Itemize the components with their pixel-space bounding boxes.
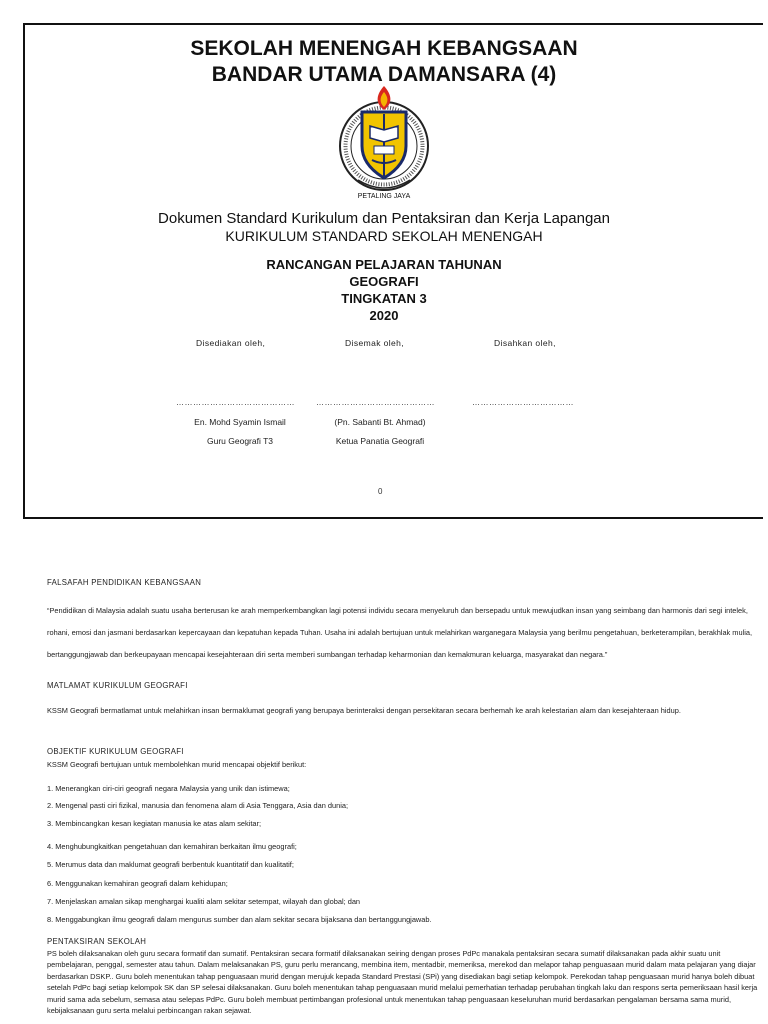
school-crest-logo	[332, 84, 436, 204]
objective-item: 6. Menggunakan kemahiran geografi dalam kehidupan;	[47, 879, 228, 888]
school-name-line-1: SEKOLAH MENENGAH KEBANGSAAN	[190, 37, 578, 60]
objective-item: 3. Membincangkan kesan kegiatan manusia ke atas alam sekitar;	[47, 819, 262, 828]
objective-item: 4. Menghubungkaitkan pengetahuan dan kemahiran berkaitan ilmu geografi;	[47, 842, 297, 851]
prepared-by-label: Disediakan oleh,	[196, 338, 266, 348]
objektif-intro: KSSM Geografi bertujuan untuk membolehkan murid mencapai objektif berikut:	[47, 760, 307, 769]
signature-line-prepared: ……………………………………	[176, 398, 295, 407]
falsafah-text: “Pendidikan di Malaysia adalah suatu usaha berterusan ke arah memperkembangkan lagi potensi individu secara menyeluruh dan bersepadu untuk mewujudkan insan yang seimbang dan harmonis dari segi intelek, rohani, emosi dan jasmani berdasarkan kepercayaan dan kepatuhan kepada Tuhan. Usaha ini adalah bertujuan untuk melahirkan warganegara Malaysia yang berilmu pengetahuan, berketerampilan, berakhlak mulia, bertanggungjawab dan berkeupayaan mencapai kesejahteraan diri serta memberi sumbangan terhadap keharmonian dan kemakmuran keluarga, masyarakat dan negara.”	[47, 606, 753, 659]
school-name-line-2: BANDAR UTAMA DAMANSARA (4)	[211, 63, 557, 86]
objective-item: 2. Mengenal pasti ciri fizikal, manusia dan fenomena alam di Asia Tenggara, Asia dan dunia;	[47, 801, 349, 810]
pentaksiran-heading: PENTAKSIRAN SEKOLAH	[47, 937, 147, 946]
pentaksiran-text: PS boleh dilaksanakan oleh guru secara formatif dan sumatif. Pentaksiran secara formatif dilaksanakan seiring dengan proses PdPc manakala pentaksiran secara sumatif dilaksanakan pada akhir suatu unit pembelajaran, penggal, semester atau tahun. Dalam melaksanakan PS, guru perlu merancang, membina item, mentadbir, memeriksa, merekod dan melapor tahap penguasaan murid dalam mata pelajaran yang diajar berdasarkan DSKP.. Guru boleh menentukan tahap penguasaan murid dengan merujuk kepada Standard Prestasi (SPi) yang disediakan bagi setiap kelompok. Perekodan tahap penguasaan murid hanya boleh dibuat setelah PdPc bagi setiap kelompok SK dan SP selesai dilaksanakan. Guru boleh menentukan tahap penguasaan murid melalui pemerhatian terhadap perubahan tingkah laku dan respons serta pemeriksaan hasil kerja murid sama ada sebelum, semasa atau selepas PdPc. Guru boleh membuat pertimbangan profesional untuk menentukan tahap penguasaan keseluruhan murid berdasarkan pengalaman bersama sama murid, kebijaksanaan guru serta melalui perbincangan rakan sejawat.	[47, 949, 758, 1016]
plan-year: 2020	[369, 308, 399, 323]
document-title: Dokumen Standard Kurikulum dan Pentaksiran dan Kerja Lapangan	[158, 210, 610, 227]
subject-name: GEOGRAFI	[349, 274, 419, 289]
checked-by-role: Ketua Panatia Geografi	[335, 436, 425, 446]
matlamat-heading: MATLAMAT KURIKULUM GEOGRAFI	[47, 681, 188, 690]
objective-item: 1. Menerangkan ciri-ciri geografi negara Malaysia yang unik dan istimewa;	[47, 784, 290, 793]
objective-item: 7. Menjelaskan amalan sikap menghargai kualiti alam sekitar setempat, wilayah dan global; dan	[47, 897, 361, 906]
svg-text:PETALING JAYA: PETALING JAYA	[357, 193, 411, 200]
signature-line-checked: ……………………………………	[316, 398, 435, 407]
page-number: 0	[378, 487, 383, 496]
signature-line-approved: ………………………………	[472, 398, 574, 407]
checked-by-name: (Pn. Sabanti Bt. Ahmad)	[334, 417, 426, 427]
objective-item: 5. Merumus data dan maklumat geografi berbentuk kuantitatif dan kualitatif;	[47, 860, 294, 869]
prepared-by-role: Guru Geografi T3	[207, 436, 273, 446]
prepared-by-name: En. Mohd Syamin Ismail	[194, 417, 286, 427]
falsafah-heading: FALSAFAH PENDIDIKAN KEBANGSAAN	[47, 578, 202, 587]
objektif-heading: OBJEKTIF KURIKULUM GEOGRAFI	[47, 747, 184, 756]
matlamat-text: KSSM Geografi bermatlamat untuk melahirkan insan bermaklumat geografi yang berupaya berinteraksi dengan persekitaran secara berhemah ke arah kelestarian alam dan kesejahteraan hidup.	[47, 706, 681, 715]
approved-by-label: Disahkan oleh,	[494, 338, 556, 348]
objective-item: 8. Menggabungkan ilmu geografi dalam mengurus sumber dan alam sekitar secara bijaksana dan bertanggungjawab.	[47, 915, 432, 924]
form-level: TINGKATAN 3	[341, 291, 427, 306]
checked-by-label: Disemak oleh,	[345, 338, 405, 348]
document-subtitle: KURIKULUM STANDARD SEKOLAH MENENGAH	[225, 228, 543, 244]
plan-title: RANCANGAN PELAJARAN TAHUNAN	[266, 257, 502, 272]
